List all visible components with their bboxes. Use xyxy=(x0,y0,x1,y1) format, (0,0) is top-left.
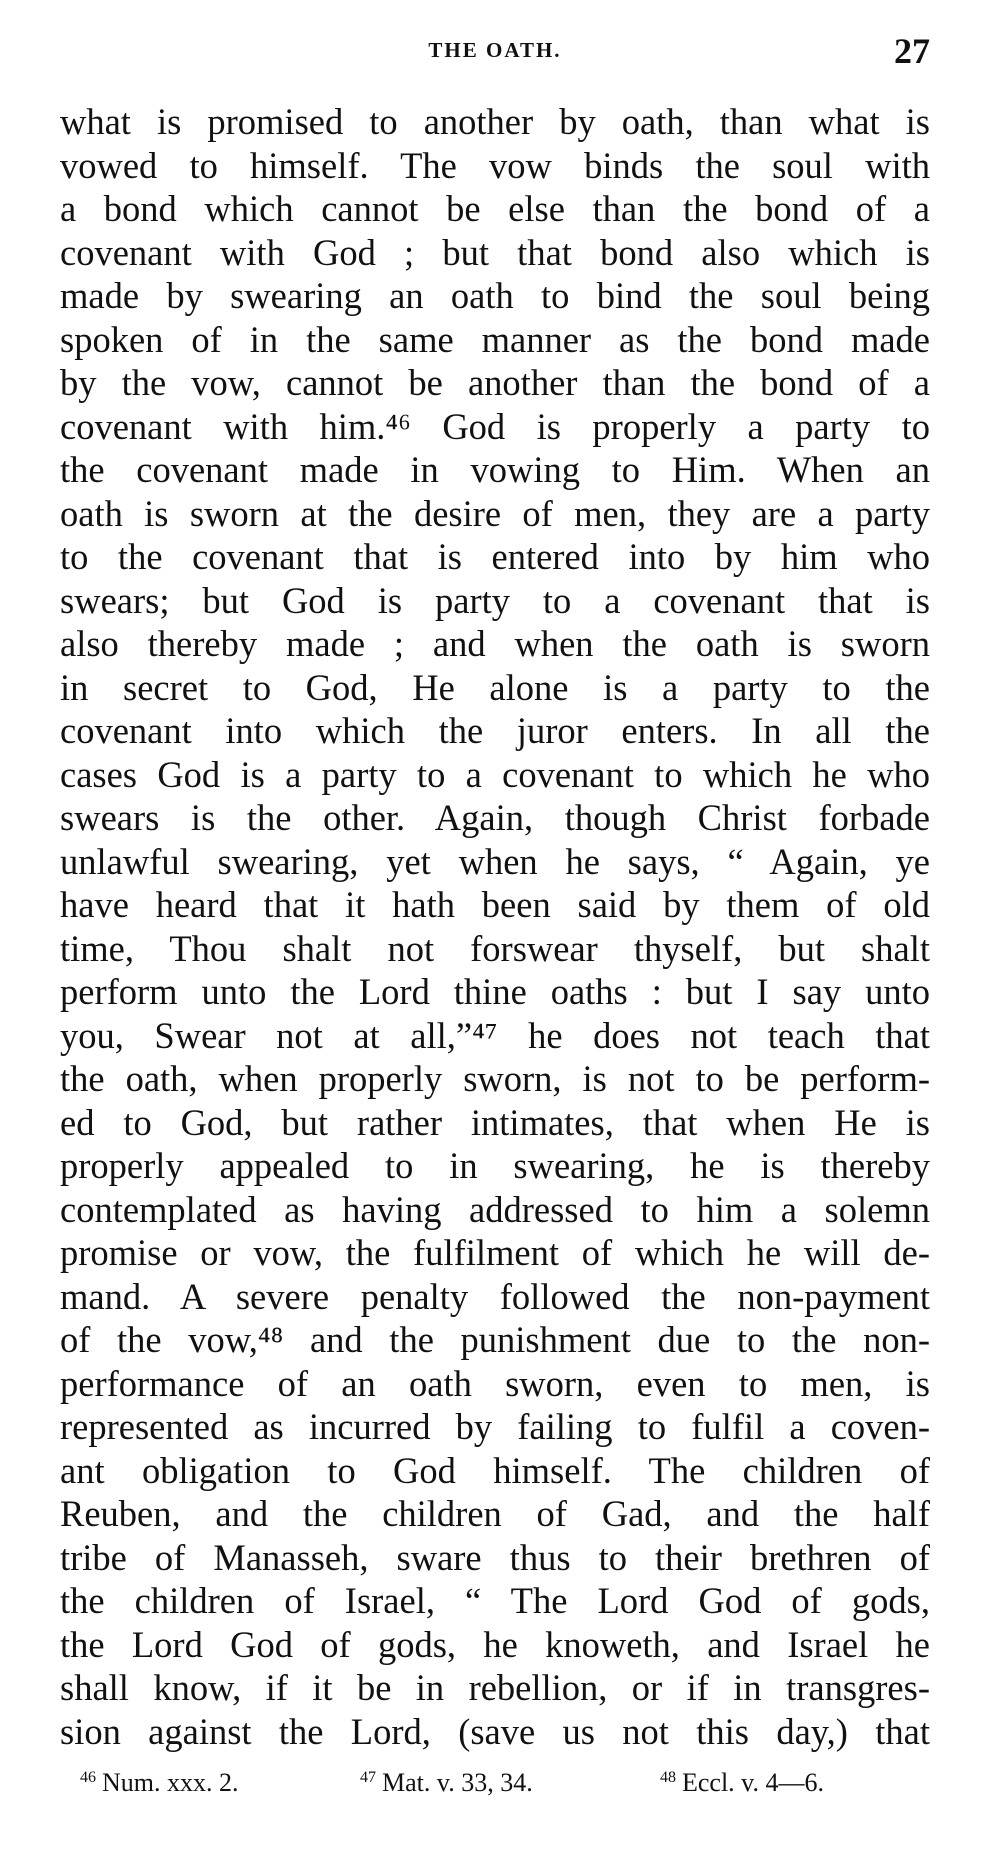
text-line: mand. A severe penalty followed the non-payment xyxy=(60,1275,930,1317)
text-line: perform unto the Lord thine oaths : but I say unto xyxy=(60,971,930,1012)
text-line: covenant with him.⁴⁶ God is properly a party to xyxy=(60,405,930,447)
text-line: in secret to God, He alone is a party to the xyxy=(60,666,930,708)
text-line: sion against the Lord, (save us not this day,) that xyxy=(60,1710,930,1752)
text-line: vowed to himself. The vow binds the soul with xyxy=(60,144,930,186)
page-number: 27 xyxy=(894,31,930,71)
footnote-text: Mat. v. 33, 34. xyxy=(382,1768,533,1797)
footnote-46 xyxy=(80,1758,239,1803)
footnote-mark: 47 xyxy=(360,1769,376,1786)
text-line: made by swearing an oath to bind the soul being xyxy=(60,275,930,316)
text-line: the children of Israel, “ The Lord God of gods, xyxy=(60,1580,930,1621)
footnotes xyxy=(60,1758,930,1798)
footnote-mark: 46 xyxy=(80,1769,96,1786)
text-line: by the vow, cannot be another than the bond of a xyxy=(60,362,930,403)
text-line: swears; but God is party to a covenant that is xyxy=(60,579,930,621)
text-line: promise or vow, the fulfilment of which he will de- xyxy=(60,1232,930,1273)
text-line: the oath, when properly sworn, is not to be perform- xyxy=(60,1058,930,1099)
text-line: covenant into which the juror enters. In all the xyxy=(60,710,930,751)
text-line: unlawful swearing, yet when he says, “ Again, ye xyxy=(60,840,930,882)
text-line: shall know, if it be in rebellion, or if in transgres- xyxy=(60,1667,930,1708)
text-line: properly appealed to in swearing, he is thereby xyxy=(60,1145,930,1186)
footnote-text: Num. xxx. 2. xyxy=(102,1768,239,1797)
footnote-48 xyxy=(660,1758,824,1803)
text-line: of the vow,⁴⁸ and the punishment due to the non- xyxy=(60,1319,930,1360)
text-line: contemplated as having addressed to him a solemn xyxy=(60,1188,930,1230)
footnote-text: Eccl. v. 4—6. xyxy=(682,1768,824,1797)
footnote-47 xyxy=(360,1758,533,1803)
footnote-mark: 48 xyxy=(660,1769,676,1786)
text-line: you, Swear not at all,”⁴⁷ he does not teach that xyxy=(60,1014,930,1056)
running-title: THE OATH. xyxy=(428,38,562,62)
text-line: time, Thou shalt not forswear thyself, but shalt xyxy=(60,927,930,969)
text-line: the Lord God of gods, he knoweth, and Israel he xyxy=(60,1623,930,1665)
text-line: covenant with God ; but that bond also which is xyxy=(60,231,930,273)
text-line: swears is the other. Again, though Christ forbade xyxy=(60,797,930,838)
text-line: Reuben, and the children of Gad, and the half xyxy=(60,1493,930,1534)
text-line: also thereby made ; and when the oath is sworn xyxy=(60,623,930,664)
text-line: ant obligation to God himself. The children of xyxy=(60,1449,930,1491)
running-head xyxy=(60,30,930,80)
text-line: what is promised to another by oath, than what is xyxy=(60,101,930,142)
body-text xyxy=(60,100,930,1753)
text-line: a bond which cannot be else than the bond of a xyxy=(60,188,930,229)
text-line: to the covenant that is entered into by him who xyxy=(60,536,930,577)
text-line: have heard that it hath been said by them of old xyxy=(60,884,930,925)
text-line: spoken of in the same manner as the bond made xyxy=(60,318,930,360)
text-line: performance of an oath sworn, even to men, is xyxy=(60,1362,930,1404)
text-line: ed to God, but rather intimates, that when He is xyxy=(60,1101,930,1143)
text-line: tribe of Manasseh, sware thus to their brethren of xyxy=(60,1536,930,1578)
text-line: represented as incurred by failing to fulfil a coven- xyxy=(60,1406,930,1447)
text-line: oath is sworn at the desire of men, they are a party xyxy=(60,492,930,534)
text-line: cases God is a party to a covenant to which he who xyxy=(60,753,930,795)
text-line: the covenant made in vowing to Him. When an xyxy=(60,449,930,490)
